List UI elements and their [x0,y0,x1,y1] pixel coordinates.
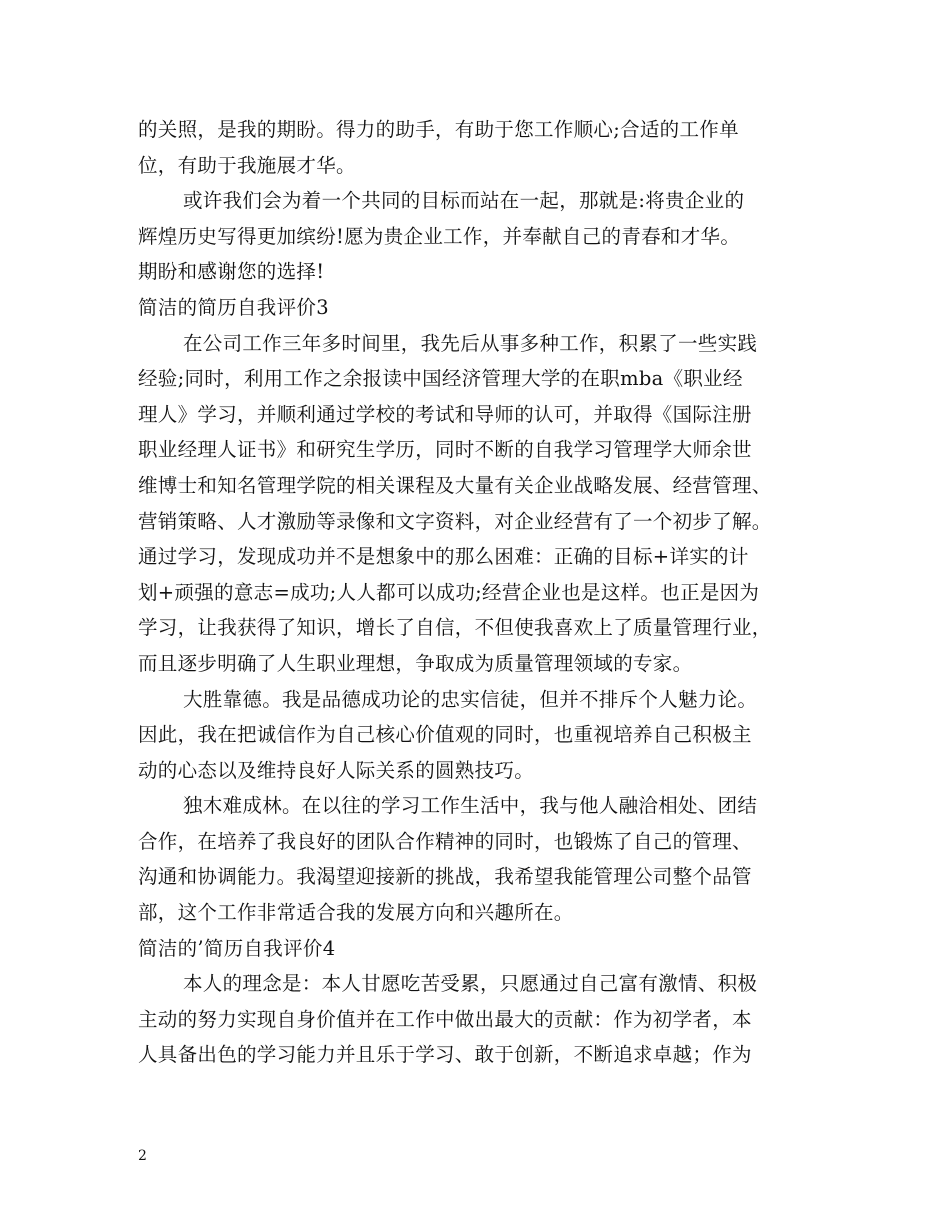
text-line: 沟通和协调能力。我渴望迎接新的挑战，我希望我能管理公司整个品管 [138,865,752,889]
text-line: 独木难成林。在以往的学习工作生活中，我与他人融洽相处、团结 [183,794,758,818]
text-line: 而且逐步明确了人生职业理想，争取成为质量管理领域的专家。 [138,651,693,675]
text-line: 大胜靠德。我是品德成功论的忠实信徒，但并不排斥个人魅力论。 [183,687,758,711]
text-line: 动的心态以及维持良好人际关系的圆熟技巧。 [138,758,535,782]
text-line: 通过学习，发现成功并不是想象中的那么困难：正确的目标+详实的计 [138,545,749,569]
document-body [138,112,818,1073]
text-line: 营销策略、人才激励等录像和文字资料，对企业经营有了一个初步了解。 [138,509,772,533]
text-line: 维博士和知名管理学院的相关课程及大量有关企业战略发展、经营管理、 [138,473,772,497]
text-line: 因此，我在把诚信作为自己核心价值观的同时，也重视培养自己积极主 [138,723,752,747]
text-line: 职业经理人证书》和研究生学历，同时不断的自我学习管理学大师余世 [138,438,752,462]
text-line: 划+顽强的意志=成功;人人都可以成功;经营企业也是这样。也正是因为 [138,580,760,604]
section-heading: 简洁的简历自我评价3 [138,295,329,319]
text-line: 理人》学习，并顺利通过学校的考试和导师的认可，并取得《国际注册 [138,402,752,426]
text-line: 或许我们会为着一个共同的目标而站在一起，那就是:将贵企业的 [183,189,745,213]
text-line: 学习，让我获得了知识，增长了自信，不但使我喜欢上了质量管理行业， [138,616,772,640]
text-line: 在公司工作三年多时间里，我先后从事多种工作，积累了一些实践 [183,331,758,355]
page-number: 2 [138,1148,147,1164]
text-line: 合作，在培养了我良好的团队合作精神的同时，也锻炼了自己的管理、 [138,829,752,853]
section-heading: 简洁的’简历自我评价4 [138,936,336,960]
text-line: 主动的努力实现自身价值并在工作中做出最大的贡献：作为初学者，本 [138,1007,752,1031]
text-line: 经验;同时，利用工作之余报读中国经济管理大学的在职mba《职业经 [138,367,743,391]
text-line: 期盼和感谢您的选择! [138,260,325,284]
text-line: 的关照，是我的期盼。得力的助手，有助于您工作顺心;合适的工作单 [138,118,739,141]
text-line: 人具备出色的学习能力并且乐于学习、敢于创新，不断追求卓越；作为 [138,1043,752,1067]
text-line: 位，有助于我施展才华。 [138,153,356,177]
text-line: 本人的理念是：本人甘愿吃苦受累，只愿通过自己富有激情、积极 [183,972,758,996]
text-line: 部，这个工作非常适合我的发展方向和兴趣所在。 [138,901,574,925]
text-line: 辉煌历史写得更加缤纷!愿为贵企业工作，并奉献自己的青春和才华。 [138,224,741,248]
